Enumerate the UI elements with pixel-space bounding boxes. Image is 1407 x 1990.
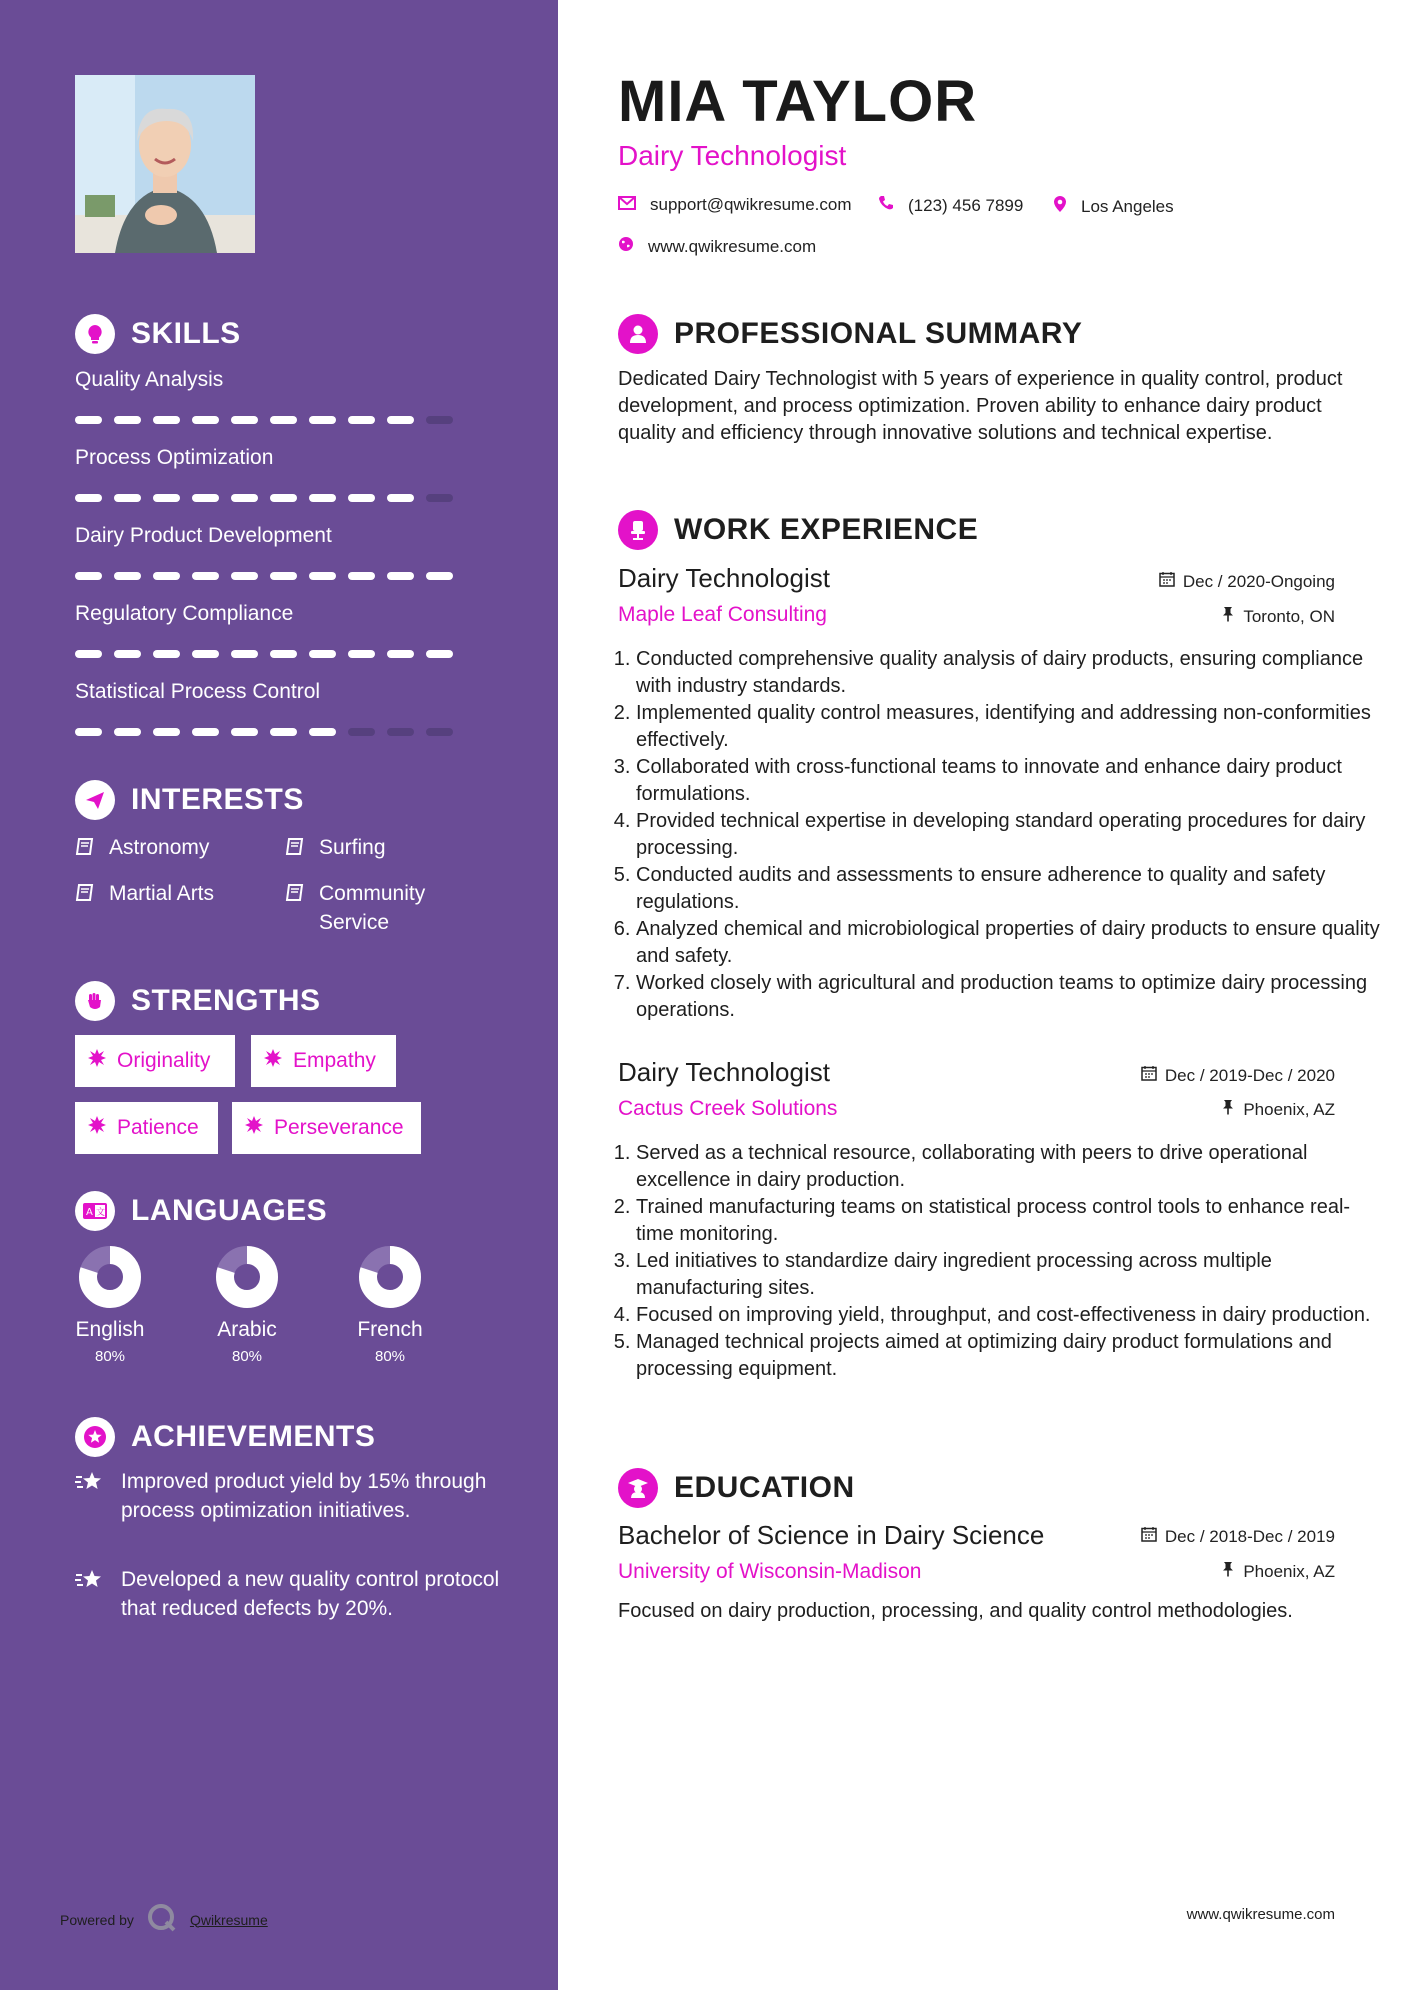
contact-phone[interactable] xyxy=(878,195,1023,216)
job-bullet: 4. Provided technical expertise in developing standard operating procedures for dairy processing. xyxy=(636,808,1381,862)
candidate-role: Dairy Technologist xyxy=(618,140,847,171)
skill-level-segment xyxy=(348,416,375,424)
strengths-header xyxy=(75,981,321,1021)
skill-level-bar xyxy=(75,416,453,424)
envelope-icon xyxy=(618,195,636,215)
job-bullet: 3. Collaborated with cross-functional teams to innovate and enhance dairy product formulations. xyxy=(636,754,1381,808)
skill-level-bar xyxy=(75,728,453,736)
skill-level-segment xyxy=(387,650,414,658)
interests-header xyxy=(75,780,304,820)
interest-label: Community Service xyxy=(319,882,426,934)
main-content xyxy=(558,0,1407,1990)
interest-label: Martial Arts xyxy=(109,882,215,905)
skill-level-segment xyxy=(270,494,297,502)
skill-level-segment xyxy=(309,650,336,658)
skill-level-segment xyxy=(309,494,336,502)
skill-level-segment xyxy=(192,494,219,502)
skill-level-segment xyxy=(426,572,453,580)
job-location xyxy=(1221,1099,1335,1120)
skill-level-segment xyxy=(426,494,453,502)
skill-level-segment xyxy=(192,572,219,580)
skill-level-segment xyxy=(231,650,258,658)
phone-text: (123) 456 7899 xyxy=(908,195,1024,215)
skill-level-segment xyxy=(114,728,141,736)
profile-photo xyxy=(75,75,255,253)
starburst-icon xyxy=(263,1048,283,1074)
achievement-text: Developed a new quality control protocol that reduced defects by 20%. xyxy=(121,1568,500,1620)
skill-label: Statistical Process Control xyxy=(75,680,321,703)
languages-title: LANGUAGES xyxy=(131,1194,328,1227)
skill-level-segment xyxy=(231,416,258,424)
language-item xyxy=(330,1245,450,1365)
globe-icon xyxy=(618,236,634,257)
powered-by-label: Powered by xyxy=(60,1911,134,1928)
skills-header xyxy=(75,314,241,354)
skill-level-bar xyxy=(75,494,453,502)
job-location-text: Phoenix, AZ xyxy=(1243,1099,1335,1119)
education-description: Focused on dairy production, processing, and quality control methodologies. xyxy=(618,1600,1293,1622)
job-bullet: 2. Implemented quality control measures, identifying and addressing non-conformities effectively. xyxy=(636,700,1381,754)
interest-label: Astronomy xyxy=(109,836,210,859)
skill-level-segment xyxy=(270,728,297,736)
map-pin-icon xyxy=(1053,195,1067,218)
skill-level-segment xyxy=(192,416,219,424)
strength-chip xyxy=(232,1102,421,1154)
strength-label: Empathy xyxy=(293,1049,376,1072)
language-donut xyxy=(215,1245,279,1309)
languages-header xyxy=(75,1191,327,1231)
degree-title: Bachelor of Science in Dairy Science xyxy=(618,1520,1045,1550)
star-badge-icon xyxy=(75,1417,115,1457)
location-text: Los Angeles xyxy=(1081,196,1174,216)
skill-level-segment xyxy=(192,650,219,658)
calendar-icon xyxy=(1159,571,1175,592)
interest-item xyxy=(285,879,435,937)
language-name: English xyxy=(75,1318,145,1341)
interest-item xyxy=(75,879,214,911)
job-bullet: 6. Analyzed chemical and microbiological properties of dairy products to ensure quality and safety. xyxy=(636,916,1381,970)
graduate-icon xyxy=(618,1468,658,1508)
language-name: Arabic xyxy=(217,1318,277,1341)
calendar-icon xyxy=(1141,1065,1157,1086)
book-icon xyxy=(75,879,97,911)
strength-chip xyxy=(251,1035,396,1087)
sidebar xyxy=(0,0,558,1990)
skill-label: Quality Analysis xyxy=(75,368,224,391)
skill-level-segment xyxy=(348,728,375,736)
skill-level-segment xyxy=(153,416,180,424)
phone-icon xyxy=(878,195,894,216)
education-dates xyxy=(1141,1526,1335,1547)
book-icon xyxy=(285,833,307,865)
job-bullet: 4. Focused on improving yield, throughput, and cost-effectiveness in dairy production. xyxy=(636,1302,1381,1329)
language-percent: 80% xyxy=(374,1348,406,1365)
language-donut xyxy=(78,1245,142,1309)
skill-level-segment xyxy=(309,416,336,424)
user-icon xyxy=(618,314,658,354)
skill-label: Dairy Product Development xyxy=(75,524,332,547)
school-name: University of Wisconsin-Madison xyxy=(618,1560,922,1583)
candidate-name: MIA TAYLOR xyxy=(618,69,978,134)
strength-chip xyxy=(75,1035,235,1087)
job-dates-text: Dec / 2020-Ongoing xyxy=(1182,571,1335,591)
book-icon xyxy=(285,879,307,937)
job-bullet: 5. Conducted audits and assessments to ensure adherence to quality and safety regulations. xyxy=(636,862,1381,916)
achievement-item xyxy=(75,1565,505,1623)
language-percent: 80% xyxy=(94,1348,126,1365)
skill-level-segment xyxy=(387,728,414,736)
skill-level-segment xyxy=(309,572,336,580)
job-bullet: 5. Managed technical projects aimed at optimizing dairy product formulations and processing equipment. xyxy=(636,1329,1381,1383)
skill-level-segment xyxy=(426,650,453,658)
company-name: Maple Leaf Consulting xyxy=(618,603,827,626)
interests-title: INTERESTS xyxy=(131,783,304,816)
interest-label: Surfing xyxy=(319,836,386,859)
skill-level-segment xyxy=(270,572,297,580)
language-item xyxy=(50,1245,170,1365)
language-name: French xyxy=(357,1318,423,1341)
skill-level-segment xyxy=(348,650,375,658)
job-dates xyxy=(1159,571,1335,592)
skill-level-segment xyxy=(192,728,219,736)
skill-level-segment xyxy=(231,728,258,736)
skill-level-segment xyxy=(114,416,141,424)
skill-level-segment xyxy=(387,416,414,424)
svg-text:文: 文 xyxy=(96,1208,106,1218)
pushpin-icon xyxy=(1221,1561,1235,1582)
language-icon xyxy=(75,1191,115,1231)
job-location xyxy=(1221,606,1335,627)
job-bullets xyxy=(618,1140,1381,1383)
skill-level-segment xyxy=(153,494,180,502)
education-title: EDUCATION xyxy=(674,1471,855,1504)
starburst-icon xyxy=(244,1115,264,1141)
job-title: Dairy Technologist xyxy=(618,1057,830,1087)
job-bullet: 2. Trained manufacturing teams on statistical process control tools to enhance real-time monitoring. xyxy=(636,1194,1381,1248)
skill-level-bar xyxy=(75,650,453,658)
language-item xyxy=(187,1245,307,1365)
skill-level-segment xyxy=(426,416,453,424)
shooting-star-icon xyxy=(75,1467,107,1525)
skill-level-segment xyxy=(309,728,336,736)
office-chair-icon xyxy=(618,510,658,550)
skill-level-segment xyxy=(270,416,297,424)
job-bullet: 7. Worked closely with agricultural and production teams to optimize dairy processing operations. xyxy=(636,970,1381,1024)
job-dates xyxy=(1141,1065,1335,1086)
pushpin-icon xyxy=(1221,606,1235,627)
achievement-text: Improved product yield by 15% through process optimization initiatives. xyxy=(121,1470,487,1522)
summary-header xyxy=(618,314,1082,354)
contact-email[interactable] xyxy=(618,195,852,215)
achievement-item xyxy=(75,1467,505,1525)
skill-level-segment xyxy=(75,572,102,580)
skills-title: SKILLS xyxy=(131,317,241,350)
skill-level-segment xyxy=(153,728,180,736)
skill-level-segment xyxy=(75,416,102,424)
skill-level-segment xyxy=(387,572,414,580)
skill-level-segment xyxy=(75,494,102,502)
skill-label: Process Optimization xyxy=(75,446,274,469)
skill-level-segment xyxy=(270,650,297,658)
skill-level-segment xyxy=(231,494,258,502)
job-location-text: Toronto, ON xyxy=(1243,606,1335,626)
qwikresume-logo-icon xyxy=(146,1902,178,1937)
job-bullet: 3. Led initiatives to standardize dairy ingredient processing across multiple manufacturing sites. xyxy=(636,1248,1381,1302)
skill-level-segment xyxy=(75,728,102,736)
svg-text:A: A xyxy=(86,1207,93,1218)
job-bullet: 1. Served as a technical resource, collaborating with peers to drive operational excellence in dairy production. xyxy=(636,1140,1381,1194)
summary-title: PROFESSIONAL SUMMARY xyxy=(674,317,1083,350)
interest-item xyxy=(75,833,209,865)
skill-level-segment xyxy=(153,572,180,580)
fist-icon xyxy=(75,981,115,1021)
strength-label: Perseverance xyxy=(274,1116,404,1139)
skill-level-segment xyxy=(387,494,414,502)
skill-level-segment xyxy=(348,572,375,580)
language-percent: 80% xyxy=(231,1348,263,1365)
strength-chip xyxy=(75,1102,218,1154)
education-location-text: Phoenix, AZ xyxy=(1243,1561,1335,1581)
skill-level-segment xyxy=(114,494,141,502)
job-title: Dairy Technologist xyxy=(618,563,830,593)
website-text: www.qwikresume.com xyxy=(648,236,817,256)
pushpin-icon xyxy=(1221,1099,1235,1120)
skill-level-segment xyxy=(75,650,102,658)
achievements-header xyxy=(75,1417,375,1457)
book-icon xyxy=(75,833,97,865)
powered-by xyxy=(60,1902,268,1937)
skill-level-segment xyxy=(114,572,141,580)
interest-item xyxy=(285,833,386,865)
starburst-icon xyxy=(87,1048,107,1074)
qwikresume-link[interactable]: Qwikresume xyxy=(189,1911,268,1928)
profile-photo-image xyxy=(75,75,255,253)
education-location xyxy=(1221,1561,1335,1582)
achievements-title: ACHIEVEMENTS xyxy=(131,1420,376,1453)
strength-label: Patience xyxy=(117,1116,199,1139)
footer-website[interactable]: www.qwikresume.com xyxy=(1186,1906,1335,1923)
paper-plane-icon xyxy=(75,780,115,820)
skill-level-segment xyxy=(348,494,375,502)
skill-level-segment xyxy=(114,650,141,658)
experience-title: WORK EXPERIENCE xyxy=(674,513,979,546)
skill-level-bar xyxy=(75,572,453,580)
skill-level-segment xyxy=(231,572,258,580)
strength-label: Originality xyxy=(117,1049,211,1072)
skill-level-segment xyxy=(153,650,180,658)
contact-website[interactable] xyxy=(618,236,816,257)
education-header xyxy=(618,1468,855,1508)
lightbulb-icon xyxy=(75,314,115,354)
language-donut xyxy=(358,1245,422,1309)
experience-header xyxy=(618,510,978,550)
job-bullet: 1. Conducted comprehensive quality analysis of dairy products, ensuring compliance with industry standards. xyxy=(636,646,1381,700)
shooting-star-icon xyxy=(75,1565,107,1623)
email-text: support@qwikresume.com xyxy=(650,195,852,214)
contact-location xyxy=(1053,195,1174,218)
starburst-icon xyxy=(87,1115,107,1141)
job-dates-text: Dec / 2019-Dec / 2020 xyxy=(1164,1065,1335,1085)
skill-level-segment xyxy=(426,728,453,736)
skill-label: Regulatory Compliance xyxy=(75,602,294,625)
calendar-icon xyxy=(1141,1526,1157,1547)
summary-text: Dedicated Dairy Technologist with 5 years of experience in quality control, product development, and process optimization. Proven ability to enhance dairy product quality and efficiency through innovative solutions and technical expertise. xyxy=(618,368,1343,444)
job-bullets xyxy=(618,646,1381,1024)
strengths-title: STRENGTHS xyxy=(131,984,321,1017)
education-dates-text: Dec / 2018-Dec / 2019 xyxy=(1164,1526,1335,1546)
company-name: Cactus Creek Solutions xyxy=(618,1097,838,1120)
